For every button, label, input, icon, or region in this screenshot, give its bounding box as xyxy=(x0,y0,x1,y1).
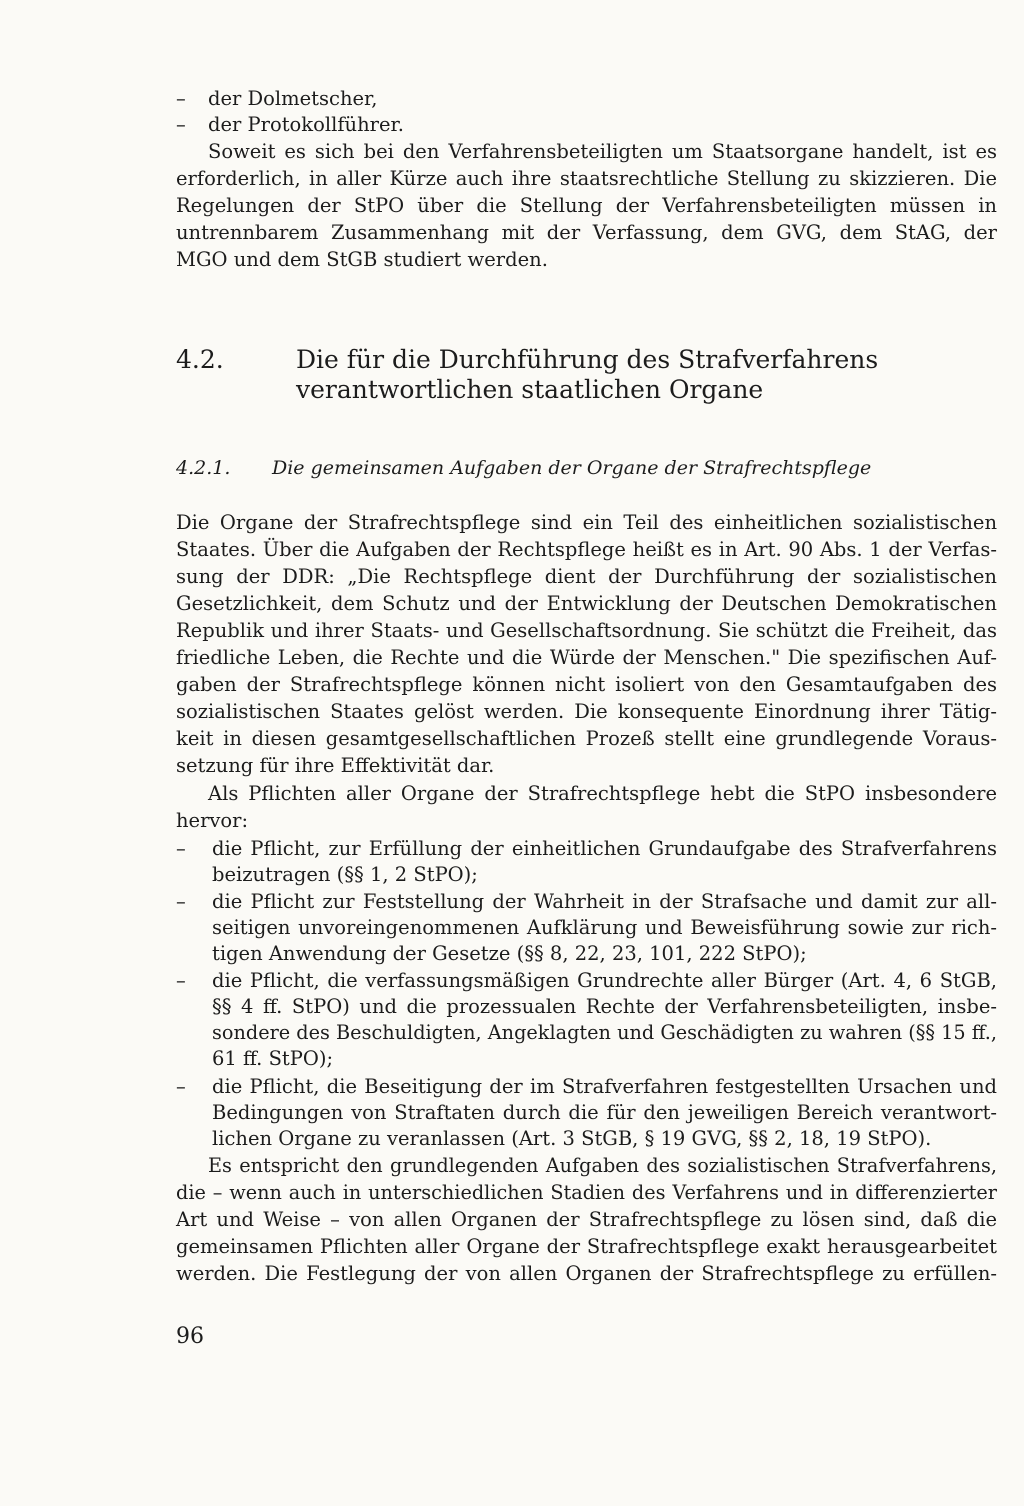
subsection-number: 4.2.1. xyxy=(176,457,231,479)
list-item: der Protokollführer. xyxy=(208,113,404,136)
list-item-line: sondere des Beschuldigten, Angeklagten und Geschädigten zu wahren (§§ 15 ff., xyxy=(212,1021,997,1044)
paragraph-line: MGO und dem StGB studiert werden. xyxy=(176,248,548,271)
subsection-title: Die gemeinsamen Aufgaben der Organe der Strafrechtspflege xyxy=(272,457,872,479)
paragraph-line: Regelungen der StPO über die Stellung der Verfahrensbeteiligten müssen in xyxy=(176,194,997,217)
paragraph-line: Die Organe der Strafrechtspflege sind ein Teil des einheitlichen sozialistischen xyxy=(176,511,997,534)
list-item-line: lichen Organe zu veranlassen (Art. 3 StGB, § 19 GVG, §§ 2, 18, 19 StPO). xyxy=(212,1127,932,1150)
paragraph-line: werden. Die Festlegung der von allen Organen der Strafrechtspflege zu erfüllen- xyxy=(176,1262,997,1285)
paragraph-line: Gesetzlichkeit, dem Schutz und der Entwicklung der Deutschen Demokratischen xyxy=(176,592,997,615)
list-item-line: die Pflicht, zur Erfüllung der einheitlichen Grundaufgabe des Strafverfahrens xyxy=(212,837,997,860)
list-item-line: seitigen unvoreingenommenen Aufklärung und Beweisführung sowie zur rich- xyxy=(212,916,997,939)
paragraph-line: untrennbarem Zusammenhang mit der Verfassung, dem GVG, dem StAG, der xyxy=(176,221,997,244)
section-title-line: Die für die Durchführung des Strafverfahrens xyxy=(296,345,879,374)
list-dash: – xyxy=(176,890,186,913)
section-title-line: verantwortlichen staatlichen Organe xyxy=(296,375,764,404)
paragraph-line: Soweit es sich bei den Verfahrensbeteiligten um Staatsorgane handelt, ist es xyxy=(208,140,997,163)
paragraph-line: keit in diesen gesamtgesellschaftlichen Prozeß stellt eine grundlegende Voraus- xyxy=(176,727,997,750)
list-dash: – xyxy=(176,113,186,136)
paragraph-line: gaben der Strafrechtspflege können nicht isoliert von den Gesamtaufgaben des xyxy=(176,673,997,696)
paragraph-line: Es entspricht den grundlegenden Aufgaben des sozialistischen Strafverfahrens, xyxy=(208,1154,997,1177)
paragraph-line: die – wenn auch in unterschiedlichen Stadien des Verfahrens und in differenzierter xyxy=(176,1181,997,1204)
section-number: 4.2. xyxy=(176,345,224,374)
paragraph-line: Als Pflichten aller Organe der Strafrechtspflege hebt die StPO insbesondere xyxy=(208,782,997,805)
paragraph-line: hervor: xyxy=(176,809,249,832)
list-dash: – xyxy=(176,87,186,110)
list-item-line: beizutragen (§§ 1, 2 StPO); xyxy=(212,863,478,886)
paragraph-line: friedliche Leben, die Rechte und die Würde der Menschen." Die spezifischen Auf- xyxy=(176,646,997,669)
paragraph-line: erforderlich, in aller Kürze auch ihre staatsrechtliche Stellung zu skizzieren. Die xyxy=(176,167,997,190)
paragraph-line: Republik und ihrer Staats- und Gesellschaftsordnung. Sie schützt die Freiheit, das xyxy=(176,619,997,642)
list-item-line: die Pflicht, die Beseitigung der im Strafverfahren festgestellten Ursachen und xyxy=(212,1075,997,1098)
list-dash: – xyxy=(176,1075,186,1098)
list-item-line: Bedingungen von Straftaten durch die für den jeweiligen Bereich verantwort- xyxy=(212,1101,997,1124)
paragraph-line: Staates. Über die Aufgaben der Rechtspflege heißt es in Art. 90 Abs. 1 der Verfas- xyxy=(176,538,997,561)
list-item-line: 61 ff. StPO); xyxy=(212,1047,334,1070)
paragraph-line: Art und Weise – von allen Organen der Strafrechtspflege zu lösen sind, daß die xyxy=(176,1208,997,1231)
paragraph-line: sozialistischen Staates gelöst werden. Die konsequente Einordnung ihrer Tätig- xyxy=(176,700,997,723)
list-item-line: die Pflicht zur Feststellung der Wahrheit in der Strafsache und damit zur all- xyxy=(212,890,997,913)
list-item: der Dolmetscher, xyxy=(208,87,378,110)
list-dash: – xyxy=(176,969,186,992)
paragraph-line: gemeinsamen Pflichten aller Organe der Strafrechtspflege exakt herausgearbeitet xyxy=(176,1235,997,1258)
list-dash: – xyxy=(176,837,186,860)
list-item-line: §§ 4 ff. StPO) und die prozessualen Rechte der Verfahrensbeteiligten, insbe- xyxy=(212,995,997,1018)
paragraph-line: sung der DDR: „Die Rechtspflege dient der Durchführung der sozialistischen xyxy=(176,565,997,588)
list-item-line: tigen Anwendung der Gesetze (§§ 8, 22, 23, 101, 222 StPO); xyxy=(212,942,807,965)
paragraph-line: setzung für ihre Effektivität dar. xyxy=(176,754,495,777)
list-item-line: die Pflicht, die verfassungsmäßigen Grundrechte aller Bürger (Art. 4, 6 StGB, xyxy=(212,969,997,992)
page-number: 96 xyxy=(176,1324,204,1349)
